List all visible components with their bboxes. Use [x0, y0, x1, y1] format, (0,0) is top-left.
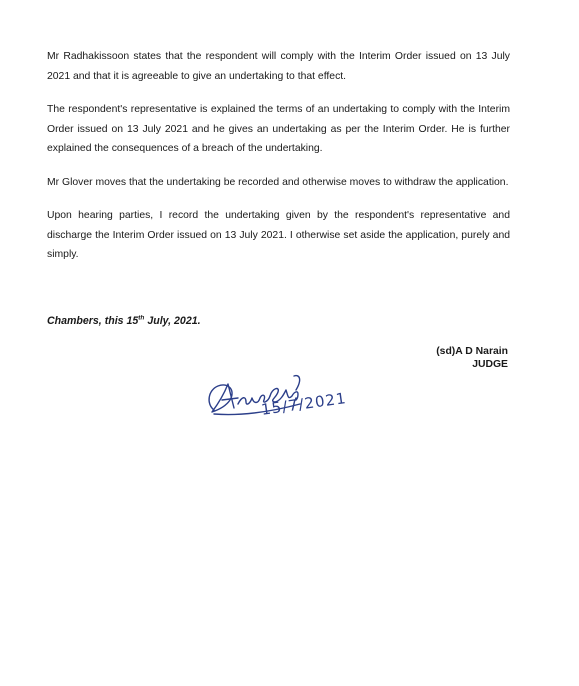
paragraph-compliance-statement: Mr Radhakissoon states that the respondent will comply with the Interim Order issued on 13 July 2021 and that it is agreeable to give an undertaking to that effect.: [47, 51, 510, 82]
chambers-date-prefix: Chambers, this 15: [47, 315, 139, 327]
judge-name: (sd)A D Narain: [436, 346, 508, 357]
chambers-date-ordinal: th: [138, 314, 145, 322]
paragraph-ruling: Upon hearing parties, I record the undertaking given by the respondent's representative and discharge the Interim Order issued on 13 July 2021. I otherwise set aside the application, purely and simply.: [47, 210, 510, 260]
paragraph-withdrawal-motion: Mr Glover moves that the undertaking be recorded and otherwise moves to withdraw the application.: [47, 176, 509, 188]
handwritten-date: 15/7/2021: [260, 389, 348, 419]
chambers-date-suffix: July, 2021.: [144, 315, 201, 327]
judge-signature-block: [436, 345, 508, 371]
chambers-date-line: [47, 315, 201, 327]
order-body: [47, 47, 510, 279]
paragraph-undertaking-explained: The respondent's representative is explained the terms of an undertaking to comply with the Interim Order issued on 13 July 2021 and he gives an undertaking as per the Interim Order. He is further explained the consequences of a breach of the undertaking.: [47, 104, 510, 154]
judge-title: JUDGE: [472, 359, 508, 370]
